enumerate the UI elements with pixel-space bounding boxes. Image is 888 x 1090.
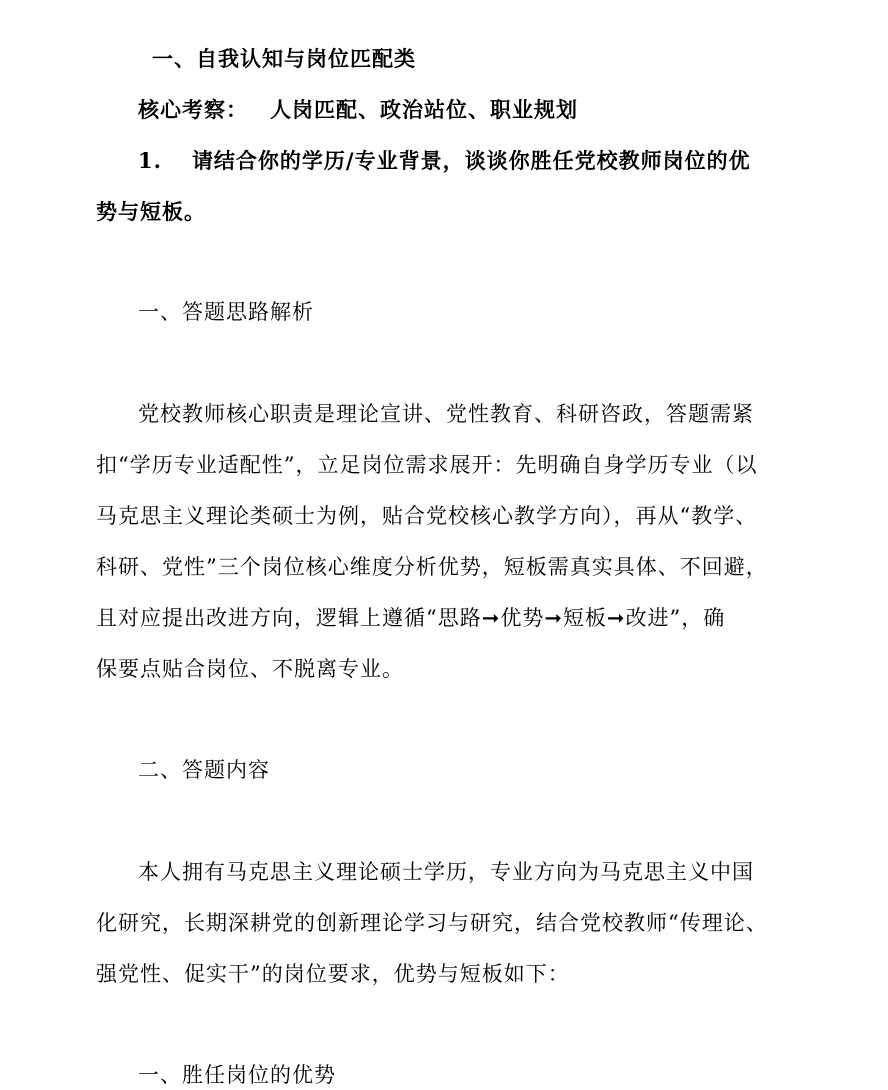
analysis-paragraph-line: 科研、党性”三个岗位核心维度分析优势，短板需真实具体、不回避，: [96, 555, 768, 579]
analysis-heading: 一、答题思路解析: [138, 300, 314, 324]
answer-paragraph-line: 强党性、促实干”的岗位要求，优势与短板如下：: [96, 962, 570, 986]
analysis-paragraph-line: 保要点贴合岗位、不脱离专业。: [96, 657, 404, 681]
question-line-2: 势与短板。: [96, 199, 206, 224]
core-assessment-line: [138, 95, 578, 125]
analysis-paragraph-line: 扣“学历专业适配性”，立足岗位需求展开：先明确自身学历专业（以: [96, 453, 758, 477]
core-label: 核心考察：: [138, 97, 248, 122]
question-line-1: [138, 146, 751, 176]
question-number: 1.: [138, 148, 162, 173]
answer-paragraph-line: 本人拥有马克思主义理论硕士学历，专业方向为马克思主义中国: [138, 860, 754, 884]
analysis-paragraph-line: 且对应提出改进方向，逻辑上遵循“思路➞优势➞短板➞改进”，确: [96, 606, 726, 630]
answer-heading: 二、答题内容: [138, 758, 270, 782]
analysis-paragraph-line: 党校教师核心职责是理论宣讲、党性教育、科研咨政，答题需紧: [138, 402, 754, 426]
question-text-1: 请结合你的学历/专业背景，谈谈你胜任党校教师岗位的优: [191, 148, 751, 173]
strengths-heading: 一、胜任岗位的优势: [138, 1063, 336, 1087]
analysis-paragraph-line: 马克思主义理论类硕士为例，贴合党校核心教学方向），再从“教学、: [96, 504, 758, 528]
section-title: 一、自我认知与岗位匹配类: [152, 46, 416, 71]
answer-paragraph-line: 化研究，长期深耕党的创新理论学习与研究，结合党校教师“传理论、: [96, 911, 768, 935]
core-topics: 人岗匹配、政治站位、职业规划: [270, 97, 578, 122]
